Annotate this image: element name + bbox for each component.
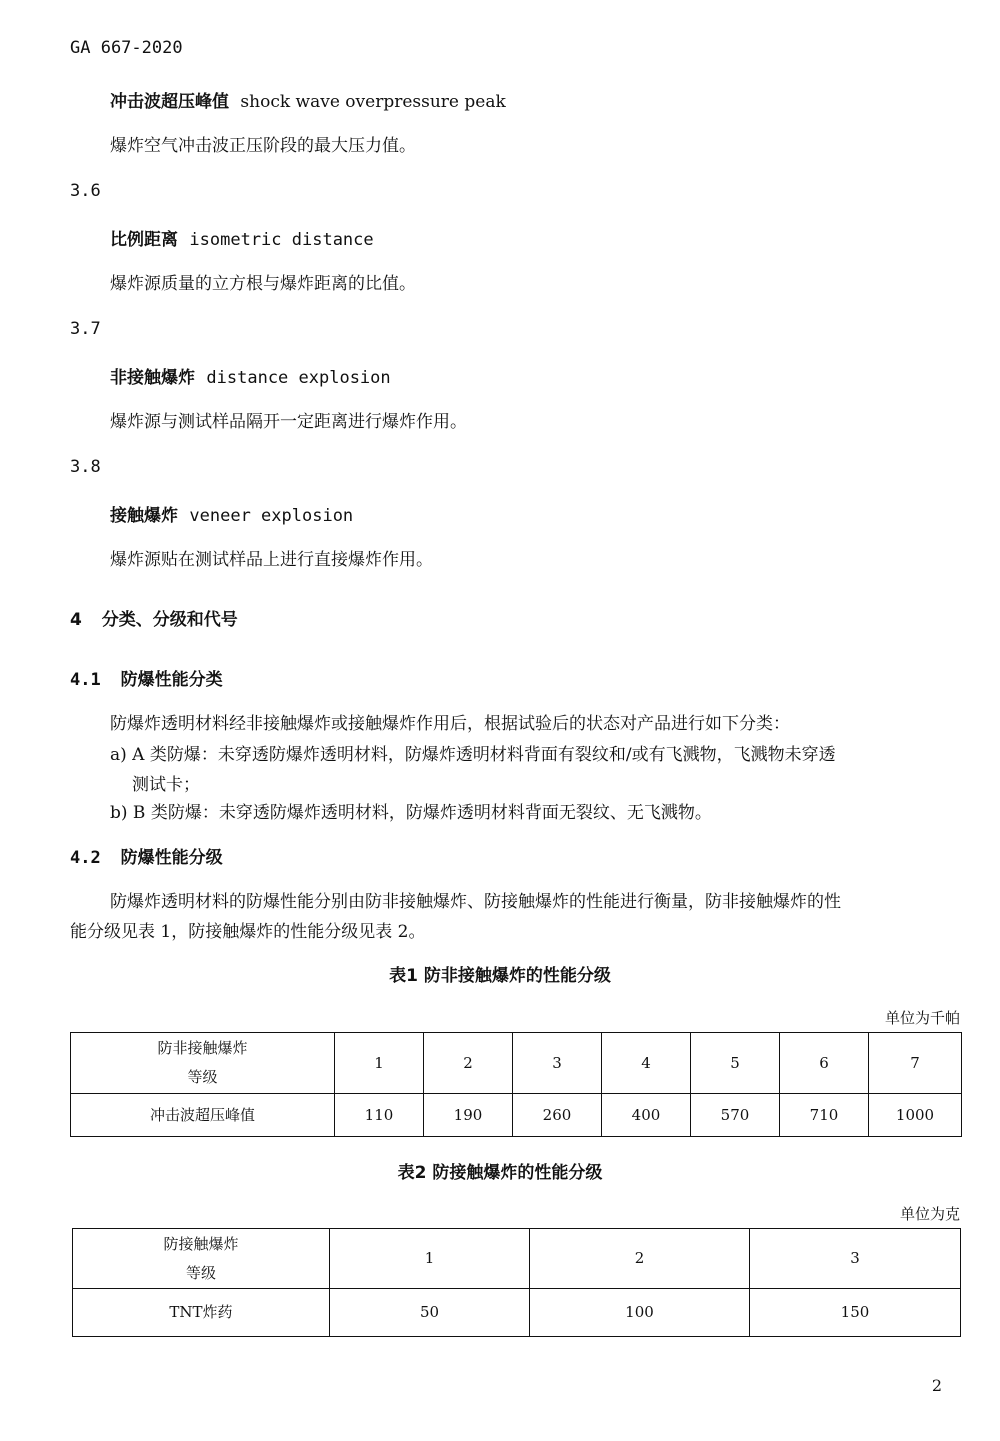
value-cell: 260 bbox=[513, 1094, 602, 1137]
value-cell: 100 bbox=[530, 1289, 750, 1337]
grade-header-sublabel: 等级 bbox=[185, 1263, 216, 1282]
clause-number: 3.8 bbox=[70, 457, 101, 477]
grade-cell: 2 bbox=[530, 1229, 750, 1289]
value-cell: 400 bbox=[602, 1094, 691, 1137]
value-cell: 50 bbox=[330, 1289, 530, 1337]
grade-header-cell bbox=[73, 1229, 330, 1289]
term-heading-distance-explosion bbox=[110, 363, 391, 388]
grade-cell: 3 bbox=[513, 1033, 602, 1094]
section-number: 4 bbox=[70, 610, 82, 630]
clause-number: 3.6 bbox=[70, 181, 101, 201]
term-definition: 爆炸源贴在测试样品上进行直接爆炸作用。 bbox=[110, 550, 433, 570]
table2 bbox=[72, 1228, 961, 1337]
grade-cell: 6 bbox=[780, 1033, 869, 1094]
table-row bbox=[73, 1229, 961, 1289]
table1-caption: 表1 防非接触爆炸的性能分级 bbox=[389, 966, 611, 986]
grade-cell: 1 bbox=[330, 1229, 530, 1289]
row-label-cell: 冲击波超压峰值 bbox=[71, 1094, 335, 1137]
section-number: 4.1 bbox=[70, 670, 101, 690]
term-heading-overpressure bbox=[110, 87, 506, 112]
term-name-cn: 接触爆炸 bbox=[110, 506, 178, 526]
classification-intro: 防爆炸透明材料经非接触爆炸或接触爆炸作用后，根据试验后的状态对产品进行如下分类： bbox=[110, 714, 790, 734]
value-cell: 710 bbox=[780, 1094, 869, 1137]
class-a-item-continued: 测试卡； bbox=[132, 775, 200, 795]
value-cell: 570 bbox=[691, 1094, 780, 1137]
class-a-item: a) A 类防爆：未穿透防爆炸透明材料，防爆炸透明材料背面有裂纹和/或有飞溅物，飞溅物未穿透 bbox=[110, 745, 836, 765]
term-heading-isometric-distance bbox=[110, 225, 374, 250]
row-label-cell: TNT炸药 bbox=[73, 1289, 330, 1337]
table2-caption: 表2 防接触爆炸的性能分级 bbox=[397, 1163, 603, 1183]
section-title: 防爆性能分类 bbox=[120, 670, 223, 690]
term-definition: 爆炸源与测试样品隔开一定距离进行爆炸作用。 bbox=[110, 412, 467, 432]
grade-cell: 3 bbox=[750, 1229, 961, 1289]
table2-unit: 单位为克 bbox=[899, 1205, 960, 1223]
section-heading-4 bbox=[70, 605, 238, 630]
term-name-en: shock wave overpressure peak bbox=[240, 92, 506, 112]
grade-cell: 2 bbox=[424, 1033, 513, 1094]
grade-header-sublabel: 等级 bbox=[187, 1068, 218, 1086]
value-cell: 1000 bbox=[869, 1094, 962, 1137]
term-definition: 爆炸空气冲击波正压阶段的最大压力值。 bbox=[110, 136, 416, 156]
table1 bbox=[70, 1032, 962, 1137]
grading-paragraph-line2: 能分级见表 1，防接触爆炸的性能分级见表 2。 bbox=[70, 922, 426, 942]
table-row bbox=[73, 1289, 961, 1337]
term-name-cn: 冲击波超压峰值 bbox=[110, 92, 229, 112]
section-title: 分类、分级和代号 bbox=[101, 610, 238, 630]
section-heading-4-1 bbox=[70, 665, 223, 690]
term-definition: 爆炸源质量的立方根与爆炸距离的比值。 bbox=[110, 274, 416, 294]
section-title: 防爆性能分级 bbox=[120, 848, 223, 868]
table1-unit: 单位为千帕 bbox=[884, 1009, 960, 1027]
table-row bbox=[71, 1033, 962, 1094]
value-cell: 190 bbox=[424, 1094, 513, 1137]
term-name-cn: 比例距离 bbox=[110, 230, 178, 250]
grading-paragraph-line1: 防爆炸透明材料的防爆性能分别由防非接触爆炸、防接触爆炸的性能进行衡量，防非接触爆炸的性 bbox=[110, 892, 841, 912]
value-cell: 110 bbox=[335, 1094, 424, 1137]
class-b-item: b) B 类防爆：未穿透防爆炸透明材料，防爆炸透明材料背面无裂纹、无飞溅物。 bbox=[110, 803, 712, 823]
term-name-en: isometric distance bbox=[189, 230, 374, 250]
grade-header-label: 防非接触爆炸 bbox=[157, 1039, 248, 1057]
section-heading-4-2 bbox=[70, 843, 223, 868]
term-name-en: veneer explosion bbox=[189, 506, 354, 526]
section-number: 4.2 bbox=[70, 848, 101, 868]
term-heading-veneer-explosion bbox=[110, 501, 353, 526]
page-number: 2 bbox=[931, 1376, 942, 1395]
grade-cell: 1 bbox=[335, 1033, 424, 1094]
grade-header-label: 防接触爆炸 bbox=[163, 1234, 239, 1253]
grade-cell: 5 bbox=[691, 1033, 780, 1094]
table-row bbox=[71, 1094, 962, 1137]
grade-cell: 4 bbox=[602, 1033, 691, 1094]
term-name-cn: 非接触爆炸 bbox=[110, 368, 195, 388]
grade-header-cell bbox=[71, 1033, 335, 1094]
value-cell: 150 bbox=[750, 1289, 961, 1337]
clause-number: 3.7 bbox=[70, 319, 101, 339]
grade-cell: 7 bbox=[869, 1033, 962, 1094]
term-name-en: distance explosion bbox=[206, 368, 391, 388]
document-id: GA 667-2020 bbox=[70, 38, 183, 58]
